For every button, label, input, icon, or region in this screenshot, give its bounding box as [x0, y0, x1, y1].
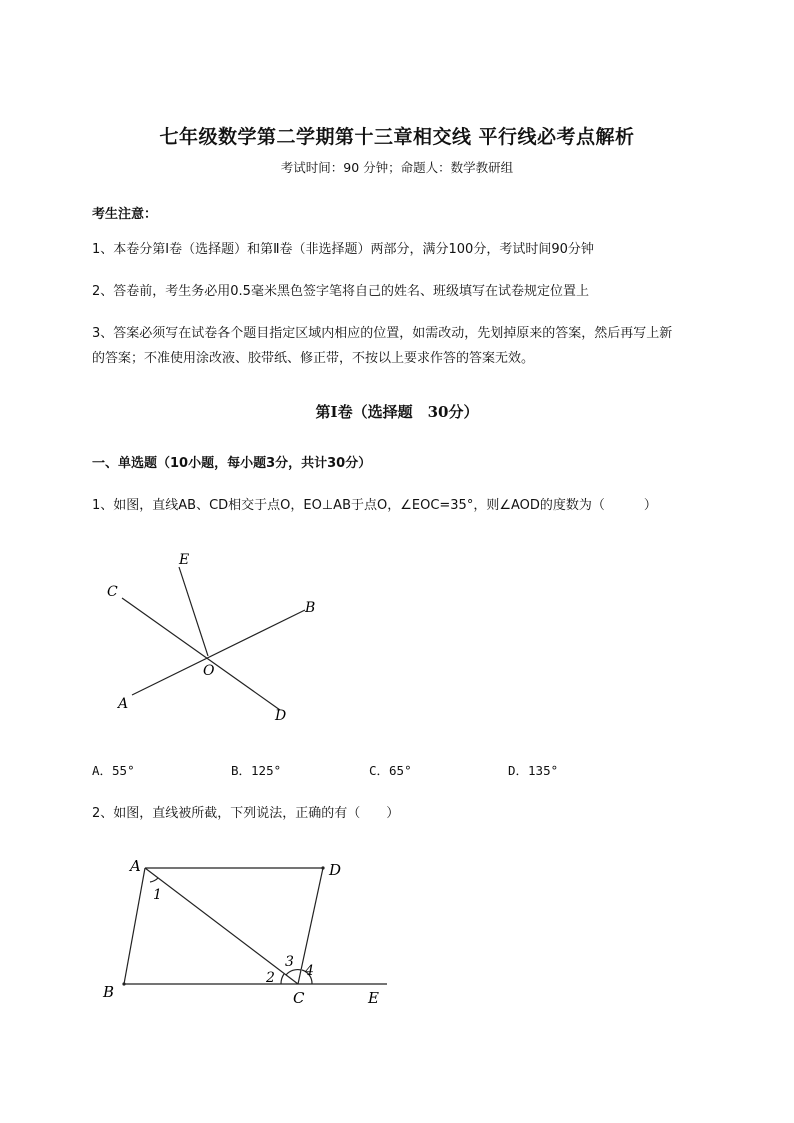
notice-item-1: 1、本卷分第Ⅰ卷（选择题）和第Ⅱ卷（非选择题）两部分，满分100分，考试时间90分钟: [92, 242, 594, 257]
angle-4-label: 4: [305, 963, 314, 979]
label-a: A: [118, 696, 129, 712]
page-title: 七年级数学第二学期第十三章相交线 平行线必考点解析: [159, 126, 635, 148]
angle-2-label: 2: [266, 970, 275, 986]
label-a: A: [130, 857, 141, 875]
angle-3-label: 3: [285, 954, 294, 970]
part-heading: 一、单选题（10小题，每小题3分，共计30分）: [92, 456, 372, 471]
option-d[interactable]: D．135°: [508, 763, 559, 778]
label-e: E: [179, 552, 190, 568]
option-a[interactable]: A．55°: [92, 763, 135, 778]
line-cd: [122, 598, 280, 710]
label-b: B: [305, 600, 316, 616]
angle-1-arc: [150, 878, 158, 882]
label-e: E: [368, 989, 379, 1007]
label-o: O: [203, 663, 215, 679]
label-c: C: [107, 584, 118, 600]
label-c: C: [293, 989, 305, 1007]
angle-1-label: 1: [153, 887, 162, 903]
segment-ab: [124, 868, 145, 984]
angle-2-arc: [281, 974, 284, 984]
question-1-figure: [95, 540, 335, 730]
exam-info: 考试时间：90 分钟；命题人：数学教研组: [280, 160, 514, 175]
point-b: [122, 982, 125, 985]
notice-item-3-cont: 的答案；不准使用涂改液、胶带纸、修正带，不按以上要求作答的答案无效。: [92, 351, 535, 366]
angle-3-arc: [286, 970, 301, 975]
option-c[interactable]: C．65°: [369, 763, 412, 778]
point-d: [321, 866, 324, 869]
question-1-text: 1、如图，直线AB、CD相交于点O，EO⊥AB于点O，∠EOC=35°，则∠AOD的度数为（ ）: [92, 498, 657, 513]
option-b[interactable]: B．125°: [231, 763, 282, 778]
label-d: D: [329, 861, 342, 879]
segment-ac: [145, 868, 298, 984]
notice-item-3: 3、答案必须写在试卷各个题目指定区域内相应的位置，如需改动，先划掉原来的答案，然后再写上新: [92, 326, 673, 341]
question-2-text: 2、如图，直线被所截，下列说法，正确的有（ ）: [92, 806, 400, 821]
question-2-figure: [95, 848, 395, 1013]
label-d: D: [275, 708, 287, 724]
notice-heading: 考生注意：: [92, 207, 158, 222]
line-eo: [179, 567, 208, 656]
notice-item-2: 2、答卷前，考生务必用0.5毫米黑色签字笔将自己的姓名、班级填写在试卷规定位置上: [92, 284, 589, 299]
label-b: B: [103, 983, 115, 1001]
section-title: 第Ⅰ卷（选择题 30分）: [315, 403, 479, 421]
